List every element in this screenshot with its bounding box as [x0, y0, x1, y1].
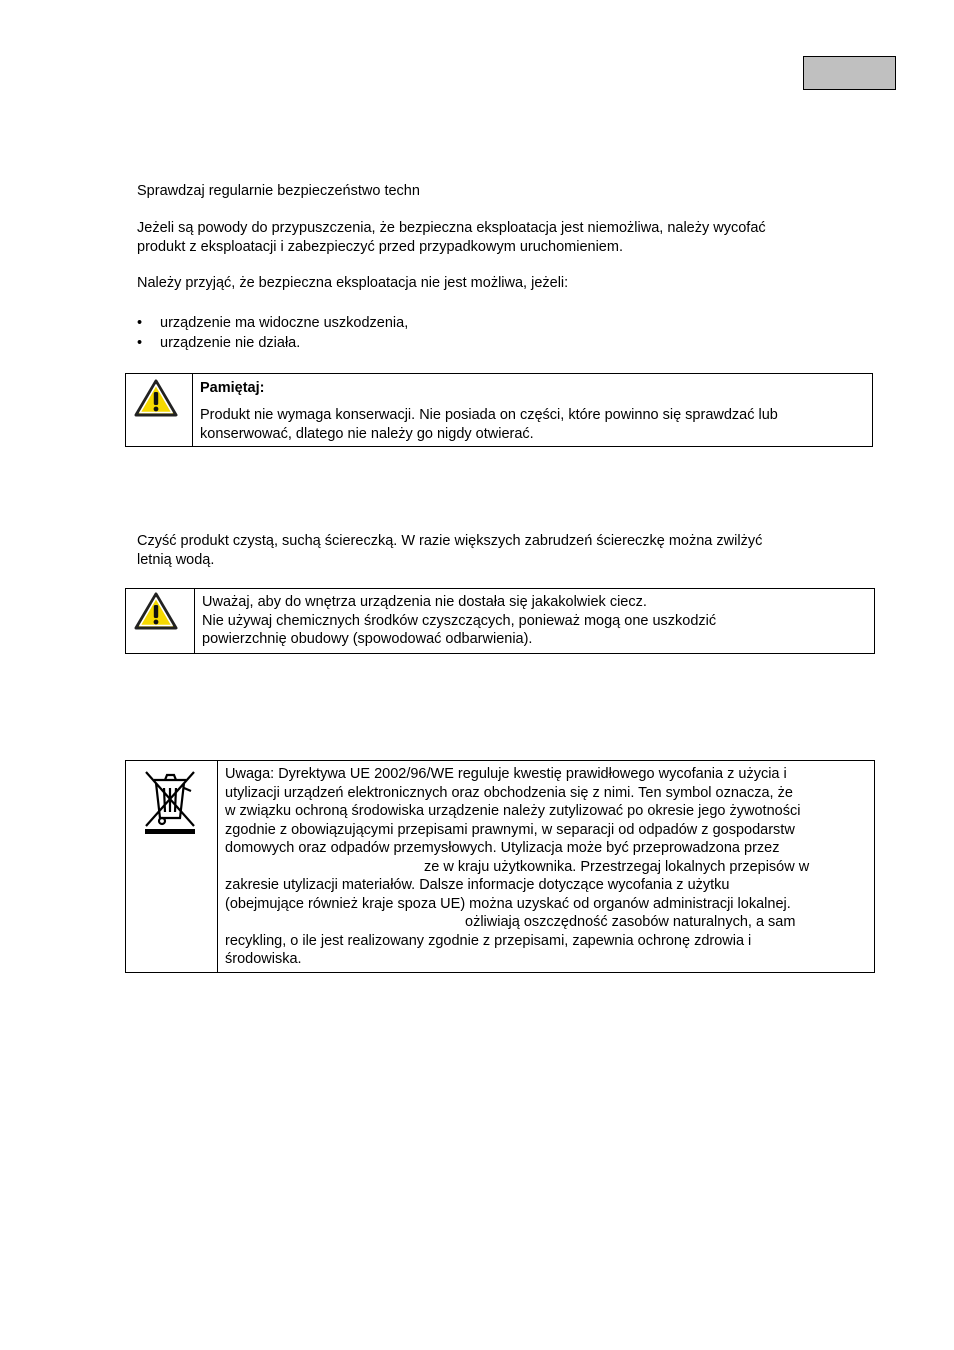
disposal-line: Uwaga: Dyrektywa UE 2002/96/WE reguluje kwestię prawidłowego wycofania z użycia i: [225, 766, 787, 782]
disposal-line: ożliwiają oszczędność zasobów naturalnych, a sam: [465, 914, 796, 930]
note-line-2: konserwować, dlatego nie należy go nigdy otwierać.: [200, 426, 534, 442]
disposal-line: w związku ochroną środowiska urządzenie należy zutylizować po okresie jego żywotności: [225, 803, 801, 819]
cleaning-warning-line-1: Uważaj, aby do wnętrza urządzenia nie dostała się jakakolwiek ciecz.: [202, 594, 647, 610]
unsafe-conditions-list: [137, 313, 408, 353]
note-icon-cell: [126, 374, 193, 446]
disposal-line: domowych oraz odpadów przemysłowych. Utylizacja może być przeprowadzona przez: [225, 840, 780, 856]
disposal-text: [225, 765, 809, 969]
bullet-icon: •: [137, 315, 143, 331]
maintenance-note-box: [125, 373, 873, 447]
list-item: [137, 313, 408, 333]
withdraw-paragraph-line-2: produkt z eksploatacji i zabezpieczyć przed przypadkowym uruchomieniem.: [137, 239, 623, 255]
disposal-line: utylizacji urządzeń elektronicznych oraz obchodzenia się z nimi. Ten symbol oznacza, że: [225, 784, 793, 801]
disposal-line: (obejmujące również kraje spoza UE) można uzyskać od organów administracji lokalnej.: [225, 895, 791, 912]
note-title: Pamiętaj:: [200, 380, 265, 396]
disposal-notice-box: [125, 760, 875, 973]
language-tab: [803, 56, 896, 90]
unsafe-conditions-intro: Należy przyjąć, że bezpieczna eksploatacja nie jest możliwa, jeżeli:: [137, 275, 569, 291]
list-item-text: urządzenie nie działa.: [160, 335, 301, 351]
withdraw-paragraph-line-1: Jeżeli są powody do przypuszczenia, że bezpieczna eksploatacja jest niemożliwa, należy wycofać: [137, 220, 766, 236]
disposal-icon-cell: [126, 761, 218, 972]
warning-triangle-icon: [134, 379, 178, 417]
crossed-out-wheelie-bin-icon: [141, 768, 199, 836]
note-line-1: Produkt nie wymaga konserwacji. Nie posiada on części, które powinno się sprawdzać lub: [200, 407, 778, 423]
disposal-line: zakresie utylizacji materiałów. Dalsze informacje dotyczące wycofania z użytku: [225, 877, 730, 893]
disposal-line: recykling, o ile jest realizowany zgodnie z przepisami, zapewnia ochronę zdrowia i: [225, 932, 752, 949]
warning-triangle-icon: [134, 592, 178, 630]
cleaning-warning-box: [125, 588, 875, 654]
cleaning-warning-line-3: powierzchnię obudowy (spowodować odbarwienia).: [202, 631, 533, 647]
cleaning-line-1: Czyść produkt czystą, suchą ściereczką. W razie większych zabrudzeń ściereczkę można zwilżyć: [137, 533, 763, 549]
disposal-line: zgodnie z obowiązującymi przepisami prawnymi, w separacji od odpadów z gospodarstw: [225, 821, 795, 838]
disposal-line: ze w kraju użytkownika. Przestrzegaj lokalnych przepisów w: [424, 858, 810, 875]
warning-icon-cell: [126, 589, 195, 653]
cleaning-warning-text: [202, 593, 716, 649]
cleaning-warning-line-2: Nie używaj chemicznych środków czyszczących, ponieważ mogą one uszkodzić: [202, 612, 717, 629]
safety-check-text: Sprawdzaj regularnie bezpieczeństwo techn: [137, 183, 420, 199]
note-text: [200, 379, 778, 444]
bullet-icon: •: [137, 335, 143, 351]
list-item-text: urządzenie ma widoczne uszkodzenia,: [160, 315, 409, 331]
cleaning-line-2: letnią wodą.: [137, 552, 215, 568]
disposal-line: środowiska.: [225, 951, 302, 967]
list-item: [137, 333, 408, 353]
